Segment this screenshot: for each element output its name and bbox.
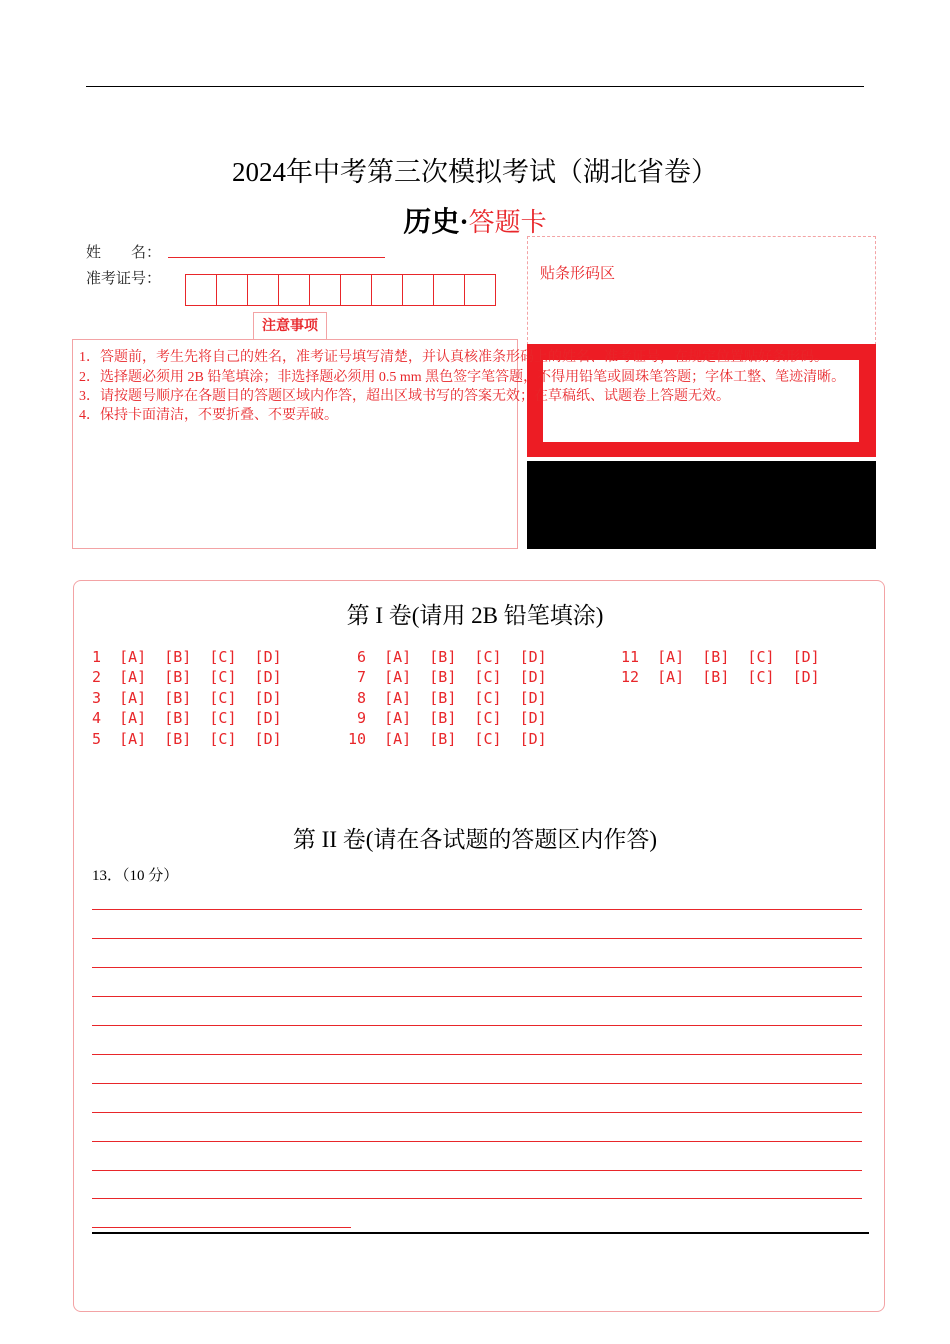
answer-line[interactable] — [92, 1083, 862, 1084]
part2-title: 第 II 卷(请在各试题的答题区内作答) — [292, 827, 658, 852]
answer-line[interactable] — [92, 967, 862, 968]
mc-question-row[interactable]: 4 [A] [B] [C] [D] — [92, 709, 282, 727]
subject-name: 历史 — [403, 207, 460, 238]
answer-line[interactable] — [92, 909, 862, 910]
answer-line-short[interactable] — [92, 1227, 351, 1228]
id-digit-box[interactable] — [372, 275, 403, 305]
name-field[interactable] — [168, 257, 385, 258]
id-digit-box[interactable] — [403, 275, 434, 305]
notice-item: 1．答题前，考生先将自己的姓名，准考证号填写清楚，并认真核准条形码上的姓名、准考证号，在规定位置贴好条形码。 — [79, 350, 828, 365]
answer-line[interactable] — [92, 1112, 862, 1113]
top-rule — [86, 86, 864, 87]
id-digit-box[interactable] — [248, 275, 279, 305]
mc-question-row[interactable]: 7 [A] [B] [C] [D] — [348, 668, 547, 686]
id-digit-box[interactable] — [186, 275, 217, 305]
black-block — [527, 461, 876, 549]
mc-question-row[interactable]: 12 [A] [B] [C] [D] — [621, 668, 820, 686]
notice-item: 4．保持卡面清洁，不要折叠、不要弄破。 — [79, 408, 338, 423]
mc-question-row[interactable]: 1 [A] [B] [C] [D] — [92, 648, 282, 666]
id-digit-box[interactable] — [310, 275, 341, 305]
answer-line[interactable] — [92, 1025, 862, 1026]
answer-line[interactable] — [92, 938, 862, 939]
barcode-area — [527, 236, 876, 345]
id-digit-box[interactable] — [465, 275, 495, 305]
mc-question-row[interactable]: 8 [A] [B] [C] [D] — [348, 689, 547, 707]
mc-question-row[interactable]: 11 [A] [B] [C] [D] — [621, 648, 820, 666]
mc-question-row[interactable]: 3 [A] [B] [C] [D] — [92, 689, 282, 707]
mc-question-row[interactable]: 5 [A] [B] [C] [D] — [92, 730, 282, 748]
notice-badge: 注意事项 — [253, 312, 327, 340]
id-digit-box[interactable] — [279, 275, 310, 305]
mc-question-row[interactable]: 10 [A] [B] [C] [D] — [348, 730, 547, 748]
exam-title: 2024年中考第三次模拟考试（湖北省卷） — [232, 157, 718, 187]
id-label: 准考证号： — [86, 271, 162, 287]
title-separator: · — [459, 207, 469, 238]
answer-line[interactable] — [92, 1141, 862, 1142]
answer-line[interactable] — [92, 1054, 862, 1055]
mc-question-row[interactable]: 9 [A] [B] [C] [D] — [348, 709, 547, 727]
mc-question-row[interactable]: 2 [A] [B] [C] [D] — [92, 668, 282, 686]
answer-line[interactable] — [92, 1170, 862, 1171]
answer-line[interactable] — [92, 996, 862, 997]
question-13-label: 13．（10 分） — [92, 868, 179, 884]
subject-title — [0, 200, 950, 240]
mc-question-row[interactable]: 6 [A] [B] [C] [D] — [348, 648, 547, 666]
id-number-boxes[interactable] — [185, 274, 496, 306]
id-digit-box[interactable] — [341, 275, 372, 305]
id-digit-box[interactable] — [434, 275, 465, 305]
answer-line[interactable] — [92, 1198, 862, 1199]
name-label: 姓 名： — [86, 245, 162, 261]
card-label: 答题卡 — [468, 208, 547, 237]
bottom-rule — [92, 1232, 869, 1234]
notice-item: 2．选择题必须用 2B 铅笔填涂；非选择题必须用 0.5 mm 黑色签字笔答题，不得用铅笔或圆珠笔答题；字体工整、笔迹清晰。 — [79, 370, 846, 385]
barcode-label: 贴条形码区 — [540, 266, 616, 282]
id-digit-box[interactable] — [217, 275, 248, 305]
notice-item: 3．请按题号顺序在各题目的答题区域内作答，超出区域书写的答案无效；在草稿纸、试题卷上答题无效。 — [79, 389, 730, 404]
part1-title: 第 I 卷(请用 2B 铅笔填涂) — [346, 603, 604, 628]
